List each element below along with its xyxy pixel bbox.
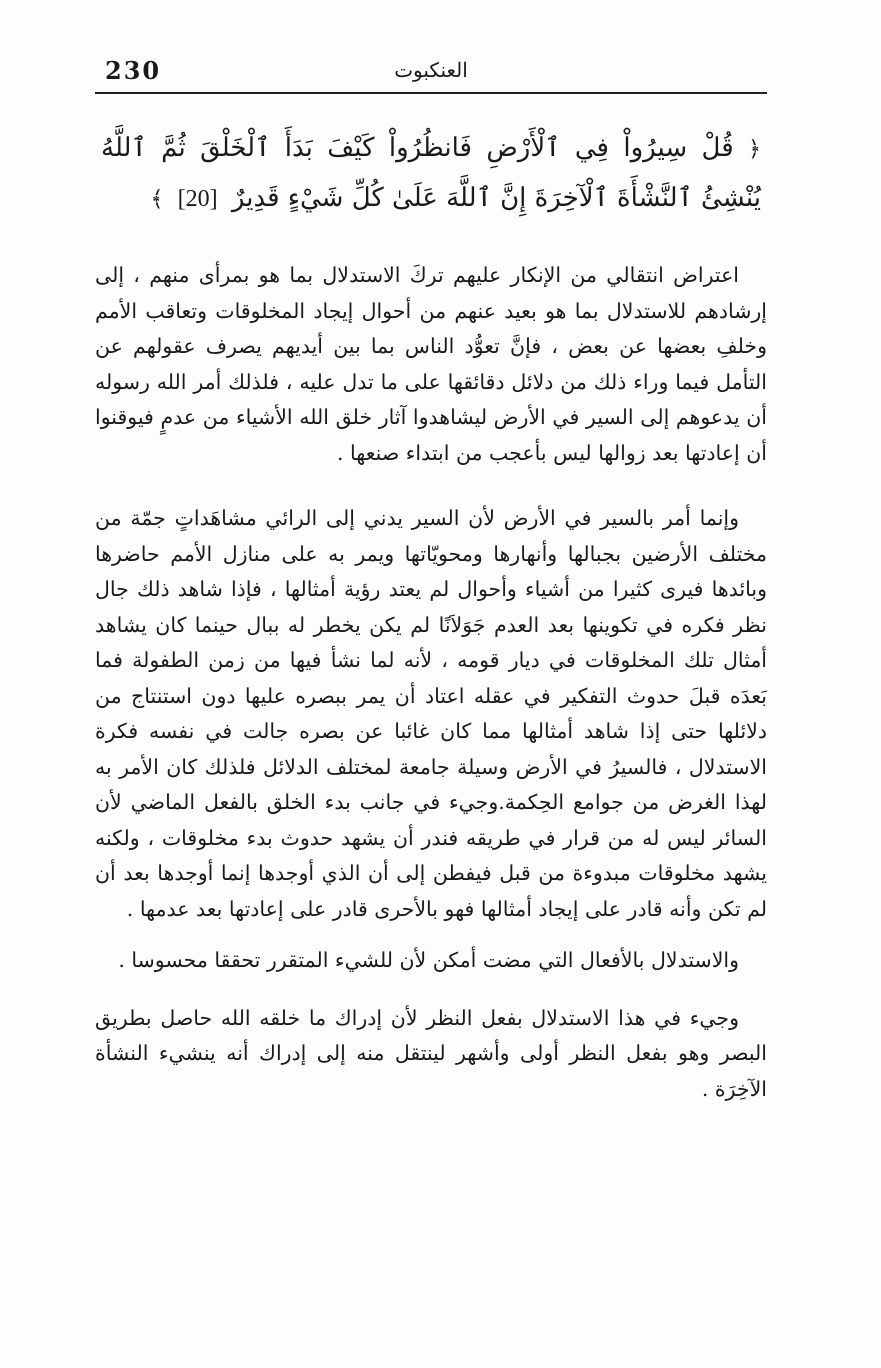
verse-open-bracket: ﴿ <box>748 137 761 162</box>
verse-text: قُلْ سِيرُواْ فِي ٱلْأَرْضِ فَانظُرُواْ كَيْفَ بَدَأَ ٱلْخَلْقَ ثُمَّ ٱللَّهُ يُنْشِئُ ٱلنَّشْأَةَ ٱلْآخِرَةَ إِنَّ ٱللَّهَ عَلَىٰ كُلِّ شَيْءٍ قَدِيرٌ <box>101 133 761 213</box>
page-number: 230 <box>105 56 162 85</box>
verse-close-bracket: ﴾ <box>150 187 164 212</box>
quran-verse <box>95 124 767 224</box>
commentary-paragraph: والاستدلال بالأفعال التي مضت أمكن لأن للشيء المتقرر تحققا محسوسا . <box>118 948 739 972</box>
verse-number: [20] <box>177 186 218 212</box>
commentary-paragraph: وإنما أمر بالسير في الأرض لأن السير يدني إلى الرائي مشاهَداتٍ جمّة من مختلف الأرضين بجبالها وأنهارها ومحويّاتها ويمر به على منازل الأمم حاضرها وبائدها فيرى كثيرا من أشياء وأحوال لم يعتد رؤية أمثالها ، فإذا شاهد ذلك جال نظر فكره في تكوينها بعد العدم جَوَلاَنًا لم يكن يخطر له ببال حينما كان يشاهد أمثال تلك المخلوقات في ديار قومه ، لأنه لما نشأ فيها من زمن الطفولة فما بَعدَه قبلَ حدوث التفكير في عقله اعتاد أن يمر ببصره عليها دون استنتاج من دلائلها حتى إذا شاهد أمثالها مما كان غائبا عن بصره جالت في نفسه فكرة الاستدلال ، فالسيرُ في الأرض وسيلة جامعة لمختلف الدلائل فلذلك كان الأمر به لهذا الغرض من جوامع الحِكمة.وجيء في جانب بدء الخلق بالفعل الماضي لأن السائر ليس له من قرار في طريقه فندر أن يشهد حدوث بدء مخلوقات ، ولكنه يشهد مخلوقات مبدوءة من قبل فيفطن إلى أن الذي أوجدها إنما أوجدها بعد أن لم تكن وأنه قادر على إيجاد أمثالها فهو بالأحرى قادر على إعادتها بعد عدمها . <box>95 506 767 921</box>
commentary-paragraph: اعتراض انتقالي من الإنكار عليهم تركَ الاستدلال بما هو بمرأى منهم ، إلى إرشادهم للاستدلال بما هو بعيد عنهم من أحوال إيجاد المخلوقات وتعاقب الأمم وخلفِ بعضها عن بعض ، فإنَّ تعوُّد الناس بما بين أيديهم يصرف عقولهم عن التأمل فيما وراء ذلك من دلائل دقائقها على ما تدل عليه ، فلذلك أمر الله رسوله أن يدعوهم إلى السير في الأرض ليشاهدوا آثار خلق الله الأشياء من عدمٍ فيوقنوا أن إعادتها بعد زوالها ليس بأعجب من ابتداء صنعها . <box>95 263 767 465</box>
book-page <box>95 52 767 1342</box>
commentary-paragraph: وجيء في هذا الاستدلال بفعل النظر لأن إدراك ما خلقه الله حاصل بطريق البصر وهو بفعل النظر أولى وأشهر لينتقل منه إلى إدراك أنه ينشيء النشأة الآخِرَة . <box>95 1005 767 1101</box>
page-header <box>95 52 767 94</box>
running-title: العنكبوت <box>394 58 468 82</box>
